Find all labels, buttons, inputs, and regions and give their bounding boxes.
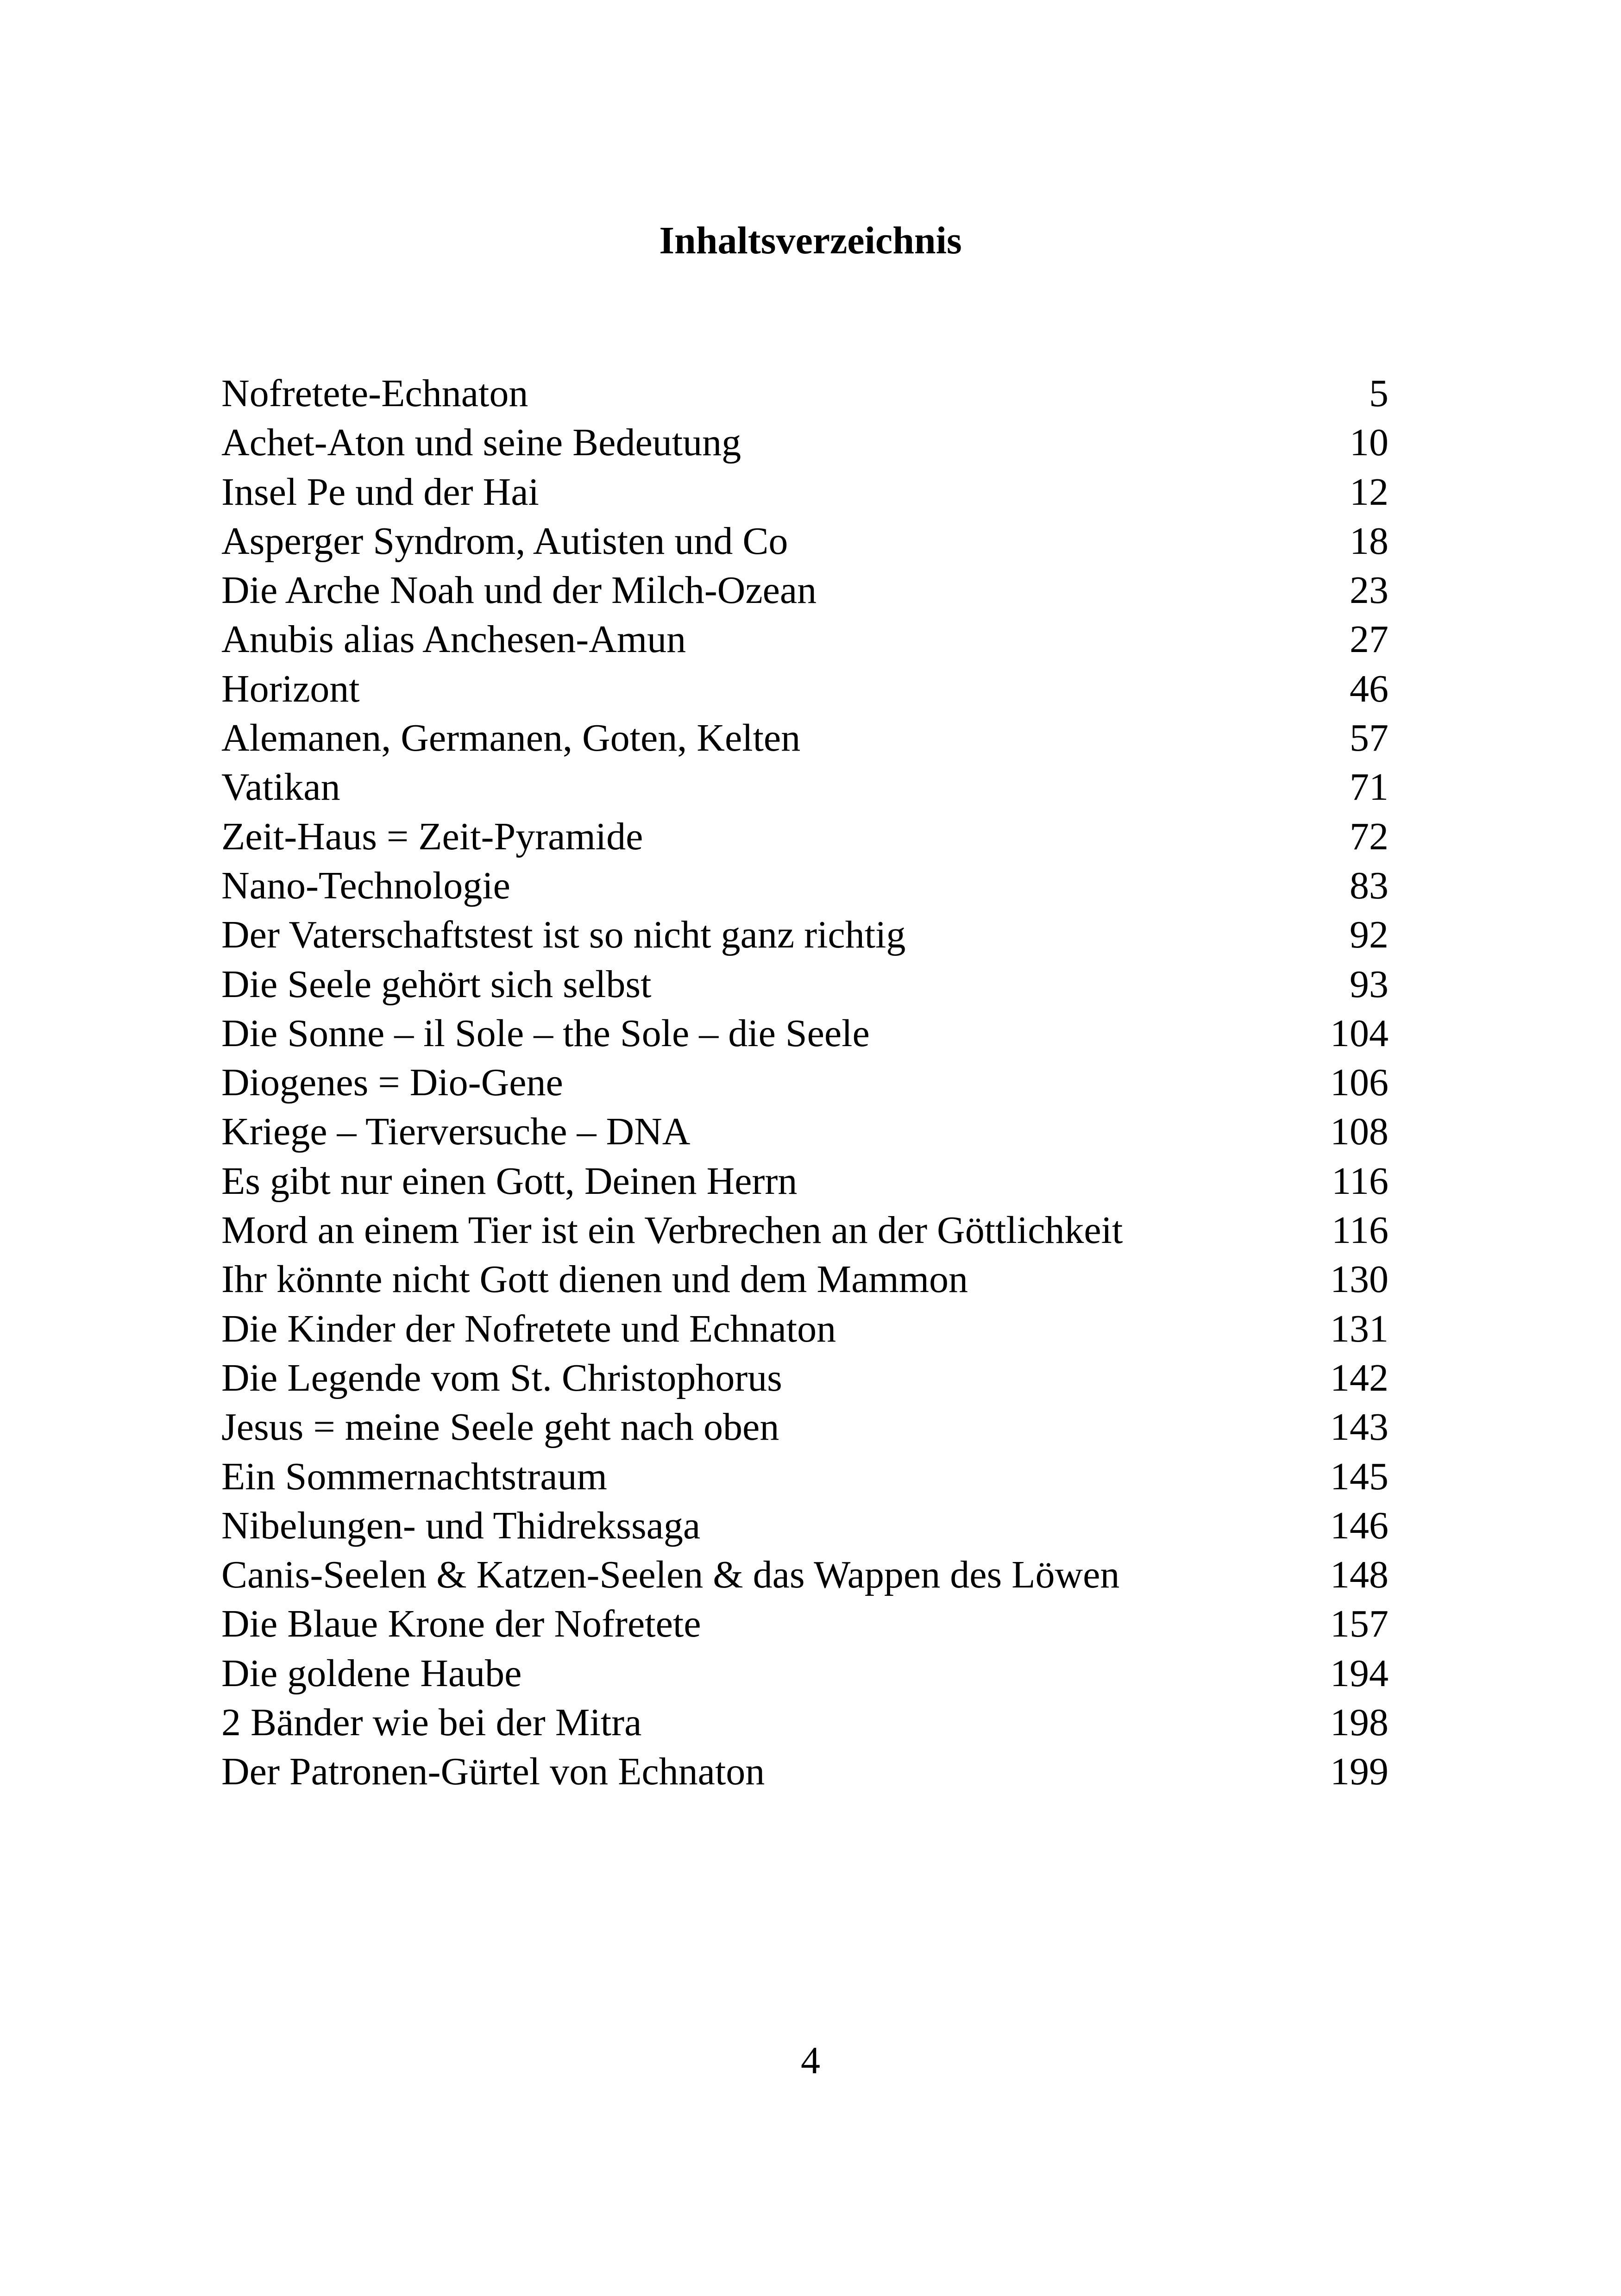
toc-entry (221, 1747, 1389, 1796)
toc-entry (221, 1157, 1389, 1206)
toc-entry (221, 1501, 1389, 1550)
toc-entry-title: Nano-Technologie (221, 864, 510, 907)
toc-entry-page: 199 (1330, 1750, 1389, 1794)
toc-entry-title: Alemanen, Germanen, Goten, Kelten (221, 716, 801, 760)
toc-entry-title: Achet-Aton und seine Bedeutung (221, 421, 741, 464)
toc-entry-page: 130 (1330, 1258, 1389, 1301)
toc-entry-page: 116 (1332, 1209, 1389, 1252)
toc-entry-title: Canis-Seelen & Katzen-Seelen & das Wappen des Löwen (221, 1553, 1120, 1597)
toc-entry-title: Die Legende vom St. Christophorus (221, 1356, 782, 1399)
toc-entry-title: Insel Pe und der Hai (221, 470, 539, 514)
toc-entry (221, 812, 1389, 861)
toc-entry-page: 142 (1330, 1356, 1389, 1399)
toc-entry-title: Ihr könnte nicht Gott dienen und dem Mammon (221, 1258, 968, 1301)
toc-entry (221, 1009, 1389, 1058)
toc-entry (221, 418, 1389, 467)
toc-entry-page: 116 (1332, 1159, 1389, 1203)
toc-entry (221, 960, 1389, 1009)
toc-entry-page: 12 (1350, 470, 1389, 514)
toc-entry-title: Die Seele gehört sich selbst (221, 962, 652, 1006)
toc-entry (221, 1255, 1389, 1304)
toc-entry-page: 10 (1350, 421, 1389, 464)
page-number: 4 (801, 2039, 820, 2082)
toc-entry (221, 1058, 1389, 1107)
toc-entry (221, 763, 1389, 812)
toc-entry-page: 83 (1350, 864, 1389, 907)
toc-entry (221, 1550, 1389, 1600)
toc-entry-page: 18 (1350, 519, 1389, 563)
toc-entry-title: Zeit-Haus = Zeit-Pyramide (221, 815, 643, 858)
toc-entry (221, 369, 1389, 418)
page-title: Inhaltsverzeichnis (659, 219, 962, 262)
toc-entry-page: 194 (1330, 1651, 1389, 1695)
toc-entry-title: Der Vaterschaftstest ist so nicht ganz richtig (221, 913, 906, 957)
toc-entry-page: 131 (1330, 1307, 1389, 1350)
toc-entry-page: 157 (1330, 1602, 1389, 1646)
toc-entry-title: Die Kinder der Nofretete und Echnaton (221, 1307, 836, 1350)
toc-entry-page: 143 (1330, 1405, 1389, 1449)
toc-entry-title: Die Blaue Krone der Nofretete (221, 1602, 701, 1646)
toc-entry-title: Ein Sommernachtstraum (221, 1455, 607, 1498)
toc-entry-title: Asperger Syndrom, Autisten und Co (221, 519, 788, 563)
toc-entry-page: 198 (1330, 1701, 1389, 1744)
toc-entry-title: Die Arche Noah und der Milch-Ozean (221, 569, 817, 612)
toc-entry-page: 106 (1330, 1061, 1389, 1104)
toc-entry (221, 468, 1389, 517)
toc-entry-title: Kriege – Tierversuche – DNA (221, 1110, 691, 1154)
toc-entry-page: 71 (1350, 765, 1389, 809)
toc-entry-page: 93 (1350, 962, 1389, 1006)
toc-entry (221, 714, 1389, 763)
toc-entry (221, 1649, 1389, 1698)
toc-entry (221, 1107, 1389, 1156)
toc-entry (221, 1305, 1389, 1354)
toc-entry-page: 72 (1350, 815, 1389, 858)
toc-entry-title: Der Patronen-Gürtel von Echnaton (221, 1750, 765, 1794)
toc-entry-title: Jesus = meine Seele geht nach oben (221, 1405, 779, 1449)
toc-entry (221, 665, 1389, 714)
toc-entry-title: 2 Bänder wie bei der Mitra (221, 1701, 642, 1744)
toc-entry-title: Nibelungen- und Thidrekssaga (221, 1504, 701, 1547)
toc-entry-page: 27 (1350, 618, 1389, 661)
toc-entry-page: 108 (1330, 1110, 1389, 1154)
toc-entry (221, 615, 1389, 664)
toc-entry-page: 57 (1350, 716, 1389, 760)
toc-entry-page: 148 (1330, 1553, 1389, 1597)
toc-entry-page: 5 (1369, 372, 1389, 415)
toc-entry-title: Horizont (221, 667, 360, 710)
toc-entry-page: 46 (1350, 667, 1389, 710)
toc-entry-page: 104 (1330, 1011, 1389, 1055)
toc-entry-title: Die Sonne – il Sole – the Sole – die Seele (221, 1011, 870, 1055)
toc-entry-title: Vatikan (221, 765, 340, 809)
toc-entry-title: Mord an einem Tier ist ein Verbrechen an der Göttlichkeit (221, 1209, 1123, 1252)
toc-entry-title: Anubis alias Anchesen-Amun (221, 618, 686, 661)
toc-entry-title: Nofretete-Echnaton (221, 372, 528, 415)
toc-entry-page: 146 (1330, 1504, 1389, 1547)
toc-entry (221, 910, 1389, 960)
toc-entry (221, 1698, 1389, 1747)
toc-entry (221, 861, 1389, 910)
toc-entry (221, 1452, 1389, 1501)
toc-entry-page: 92 (1350, 913, 1389, 957)
toc-entry (221, 517, 1389, 566)
toc-entry (221, 1600, 1389, 1649)
toc-entry-title: Es gibt nur einen Gott, Deinen Herrn (221, 1159, 798, 1203)
toc-entry-page: 145 (1330, 1455, 1389, 1498)
toc-entry-title: Die goldene Haube (221, 1651, 522, 1695)
toc-entry (221, 566, 1389, 615)
toc-entry (221, 1354, 1389, 1403)
toc-entry-page: 23 (1350, 569, 1389, 612)
table-of-contents (221, 369, 1389, 1797)
toc-entry (221, 1206, 1389, 1255)
toc-entry (221, 1403, 1389, 1452)
toc-entry-title: Diogenes = Dio-Gene (221, 1061, 563, 1104)
